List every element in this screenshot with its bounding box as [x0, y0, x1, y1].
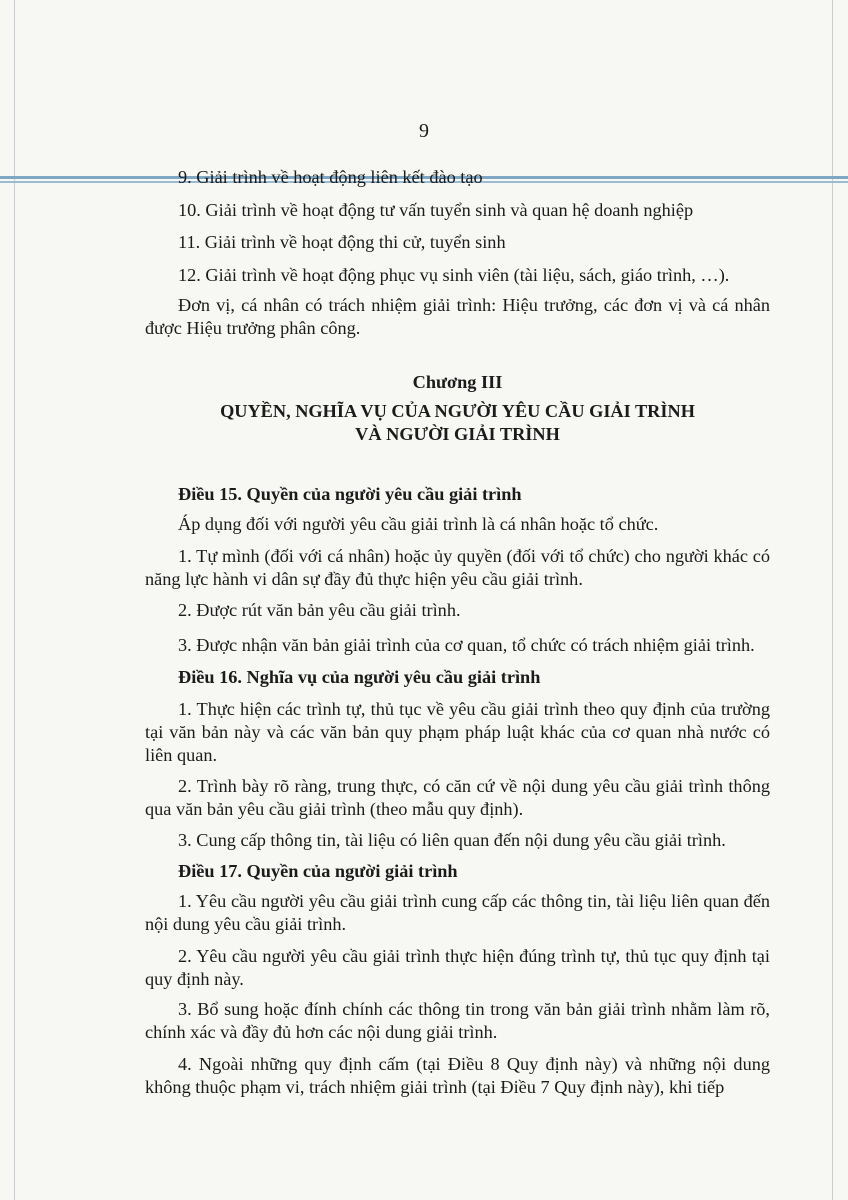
- list-item: 9. Giải trình về hoạt động liên kết đào tạo: [178, 167, 483, 187]
- article-17-item: 2. Yêu cầu người yêu cầu giải trình thực hiện đúng trình tự, thủ tục quy định tại quy định này.: [145, 946, 770, 989]
- page-edge-right: [832, 0, 833, 1200]
- article-17-item: 3. Bổ sung hoặc đính chính các thông tin trong văn bản giải trình nhằm làm rõ, chính xác và đầy đủ hơn các nội dung giải trình.: [145, 999, 770, 1042]
- article-16-item: 3. Cung cấp thông tin, tài liệu có liên quan đến nội dung yêu cầu giải trình.: [178, 830, 726, 850]
- page-edge-left: [14, 0, 15, 1200]
- article-17-item: 1. Yêu cầu người yêu cầu giải trình cung cấp các thông tin, tài liệu liên quan đến nội dung yêu cầu giải trình.: [145, 891, 770, 934]
- chapter-title: QUYỀN, NGHĨA VỤ CỦA NGƯỜI YÊU CẦU GIẢI TRÌNH: [220, 401, 695, 421]
- article-15-item: 1. Tự mình (đối với cá nhân) hoặc ủy quyền (đối với tổ chức) cho người khác có năng lực hành vi dân sự đầy đủ thực hiện yêu cầu giải trình.: [145, 546, 770, 589]
- article-16-item: 2. Trình bày rõ ràng, trung thực, có căn cứ về nội dung yêu cầu giải trình thông qua văn bản yêu cầu giải trình (theo mẫu quy định).: [145, 776, 770, 819]
- article-17-item: 4. Ngoài những quy định cấm (tại Điều 8 Quy định này) và những nội dung không thuộc phạm vi, trách nhiệm giải trình (tại Điều 7 Quy định này), khi tiếp: [145, 1054, 770, 1097]
- list-item: 11. Giải trình về hoạt động thi cử, tuyển sinh: [178, 232, 506, 252]
- page-number: 9: [419, 120, 429, 142]
- article-16-item: 1. Thực hiện các trình tự, thủ tục về yêu cầu giải trình theo quy định của trường tại văn bản này và các văn bản quy phạm pháp luật khác của cơ quan nhà nước có liên quan.: [145, 699, 770, 765]
- article-16-heading: Điều 16. Nghĩa vụ của người yêu cầu giải trình: [178, 667, 541, 687]
- article-15-heading: Điều 15. Quyền của người yêu cầu giải trình: [178, 484, 522, 504]
- article-15-intro: Áp dụng đối với người yêu cầu giải trình là cá nhân hoặc tổ chức.: [178, 514, 659, 534]
- chapter-label: Chương III: [412, 372, 503, 392]
- list-item: 10. Giải trình về hoạt động tư vấn tuyển sinh và quan hệ doanh nghiệp: [178, 200, 694, 220]
- list-item: 12. Giải trình về hoạt động phục vụ sinh viên (tài liệu, sách, giáo trình, …).: [178, 265, 730, 285]
- article-17-heading: Điều 17. Quyền của người giải trình: [178, 861, 458, 881]
- responsibility-paragraph: Đơn vị, cá nhân có trách nhiệm giải trình: Hiệu trưởng, các đơn vị và cá nhân được Hiệu trưởng phân công.: [145, 295, 770, 338]
- chapter-title-line2: VÀ NGƯỜI GIẢI TRÌNH: [355, 424, 560, 444]
- article-15-item: 2. Được rút văn bản yêu cầu giải trình.: [178, 600, 461, 620]
- article-15-item: 3. Được nhận văn bản giải trình của cơ quan, tổ chức có trách nhiệm giải trình.: [178, 635, 755, 655]
